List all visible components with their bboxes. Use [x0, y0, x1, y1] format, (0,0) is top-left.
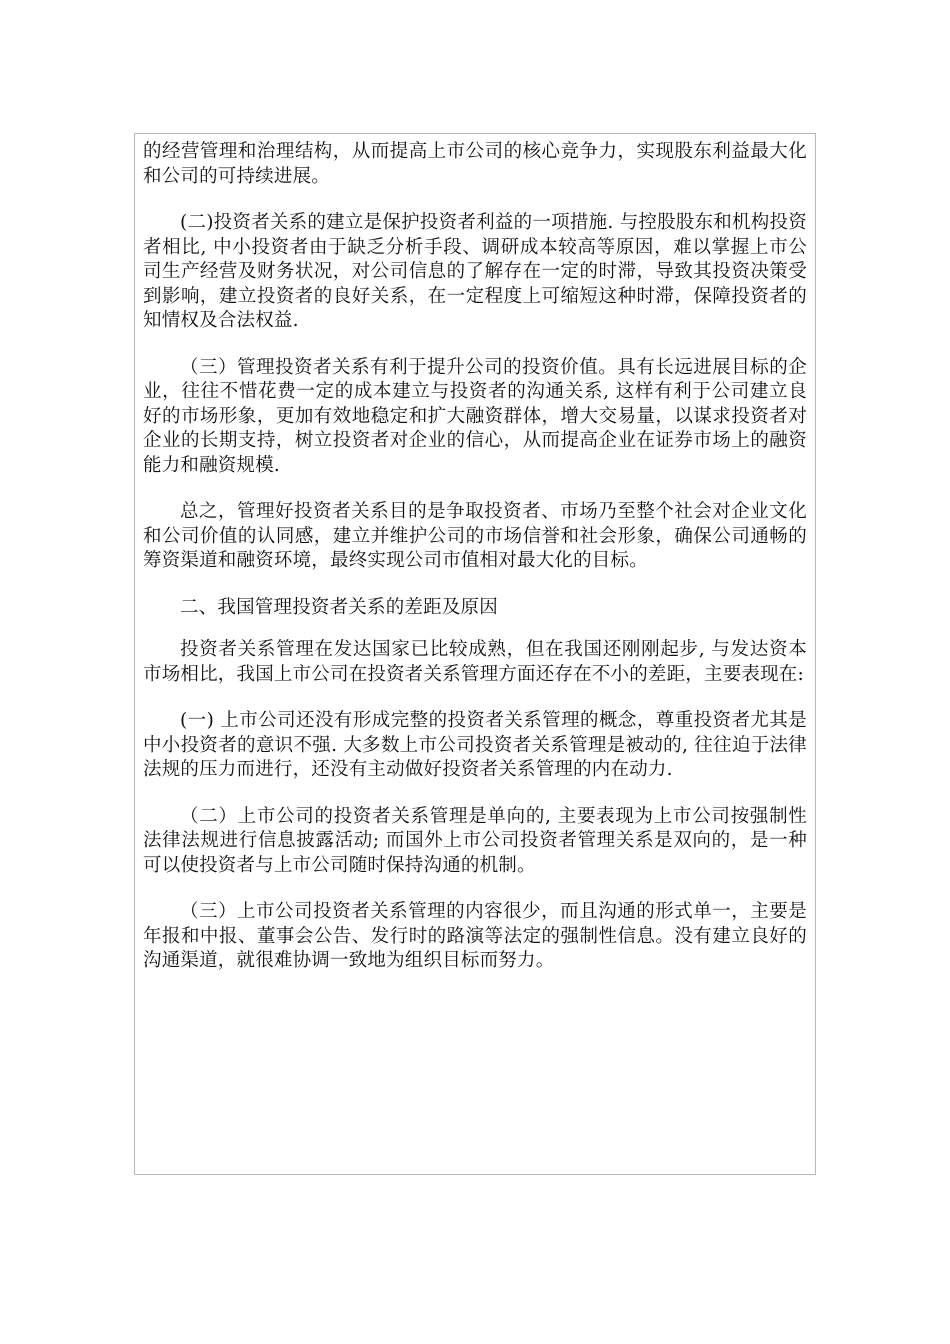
- paragraph-summary: 总之，管理好投资者关系目的是争取投资者、市场乃至整个社会对企业文化和公司价值的认同感，建立并维护公司的市场信誉和社会形象，确保公司通畅的筹资渠道和融资环境，最终实现公司市值相对最大化的目标。: [143, 501, 807, 571]
- paragraph-gap-two: （二）上市公司的投资者关系管理是单向的, 主要表现为上市公司按强制性法律法规进行信息披露活动; 而国外上市公司投资者管理关系是双向的，是一种可以使投资者与上市公司随时保持沟通的机制。: [143, 805, 807, 876]
- paragraph-gap-one: (一) 上市公司还没有形成完整的投资者关系管理的概念，尊重投资者尤其是中小投资者的意识不强. 大多数上市公司投资者关系管理是被动的, 往往迫于法律法规的压力而进行，还没有主动做好投资者关系管理的内在动力.: [143, 710, 807, 780]
- section-heading: 二、我国管理投资者关系的差距及原因: [180, 596, 498, 618]
- paragraph-intro: 投资者关系管理在发达国家已比较成熟，但在我国还刚刚起步, 与发达资本市场相比，我国上市公司在投资者关系管理方面还存在不小的差距，主要表现在:: [143, 639, 807, 685]
- paragraph-gap-three: （三）上市公司投资者关系管理的内容很少，而且沟通的形式单一，主要是年报和中报、董事会公告、发行时的路演等法定的强制性信息。没有建立良好的沟通渠道，就很难协调一致地为组织目标而努力。: [143, 901, 807, 971]
- paragraph-point-three: （三）管理投资者关系有利于提升公司的投资价值。具有长远进展目标的企业，往往不惜花费一定的成本建立与投资者的沟通关系, 这样有利于公司建立良好的市场形象，更加有效地稳定和扩大融资群体，增大交易量，以谋求投资者对企业的长期支持，树立投资者对企业的信心，从而提高企业在证券市场上的融资能力和融资规模.: [143, 356, 807, 476]
- paragraph-continuation: 的经营管理和治理结构，从而提高上市公司的核心竞争力，实现股东利益最大化和公司的可持续进展。: [143, 141, 807, 187]
- document-page: [134, 133, 816, 1175]
- paragraph-point-two: (二)投资者关系的建立是保护投资者利益的一项措施. 与控股股东和机构投资者相比, 中小投资者由于缺乏分析手段、调研成本较高等原因，难以掌握上市公司生产经营及财务状况，对公司信息的了解存在一定的时滞，导致其投资决策受到影响，建立投资者的良好关系，在一定程度上可缩短这种时滞，保障投资者的知情权及合法权益.: [143, 212, 807, 331]
